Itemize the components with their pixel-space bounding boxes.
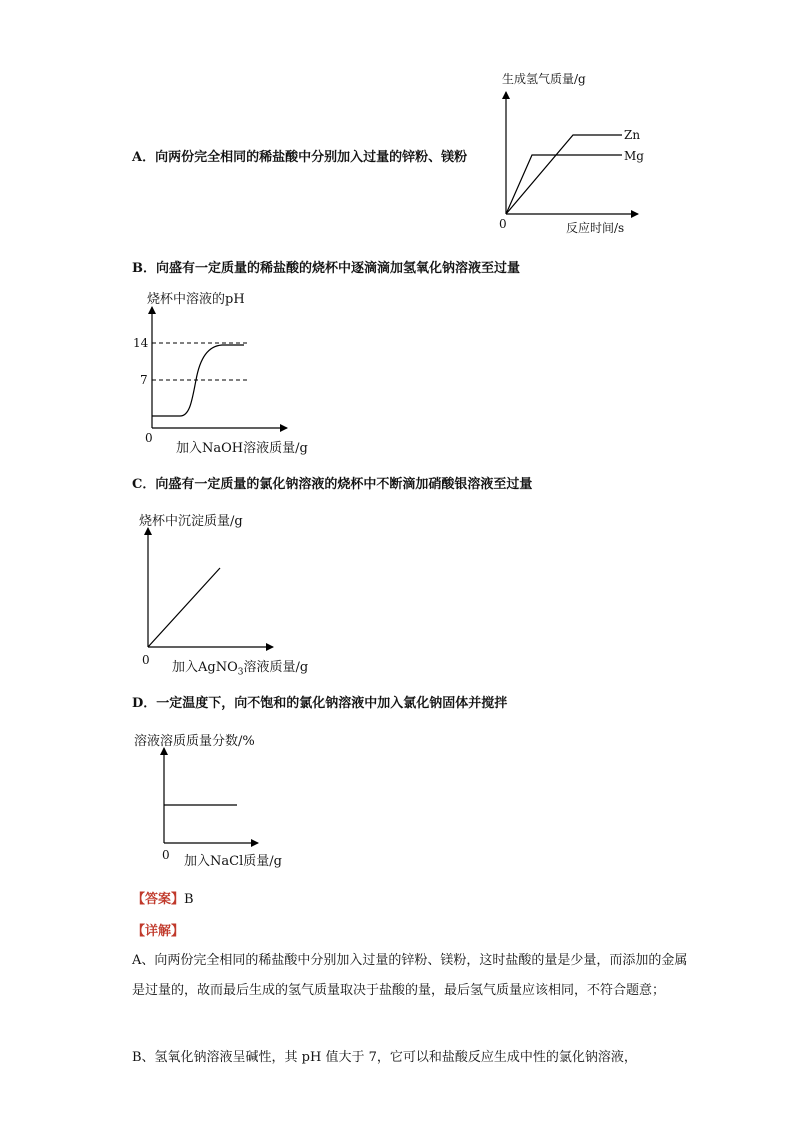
- chart-a-y-label: 生成氢气质量/g: [502, 72, 586, 86]
- chart-d-y-label: 溶液溶质质量分数/%: [134, 734, 255, 749]
- option-c-text: C．向盛有一定质量的氯化钠溶液的烧杯中不断滴加硝酸银溶液至过量: [132, 477, 533, 492]
- chart-b-tick-14: 14: [133, 336, 149, 350]
- chart-b-origin: 0: [145, 431, 153, 445]
- chart-a-series-mg-label: Mg: [624, 149, 644, 163]
- answer-value: B: [184, 892, 194, 907]
- chart-c: [148, 528, 273, 647]
- chart-a-x-label: 反应时间/s: [566, 221, 625, 235]
- explanation-label: 【详解】: [132, 924, 185, 939]
- chart-a: [506, 92, 641, 214]
- chart-d: [164, 748, 258, 843]
- option-d-text: D．一定温度下，向不饱和的氯化钠溶液中加入氯化钠固体并搅拌: [132, 696, 508, 711]
- answer-label: 【答案】: [132, 892, 185, 907]
- chart-d-x-label: 加入NaCl质量/g: [184, 854, 282, 869]
- chart-d-origin: 0: [162, 848, 170, 862]
- explanation-paragraph-a: A、向两份完全相同的稀盐酸中分别加入过量的锌粉、镁粉，这时盐酸的量是少量，而添加的金属是过量的，故而最后生成的氢气质量取决于盐酸的量，最后氢气质量应该相同，不符合题意；: [132, 953, 688, 998]
- chart-b: [152, 307, 287, 428]
- chart-c-precipitate-line: [148, 568, 220, 647]
- chart-b-y-label: 烧杯中溶液的pH: [147, 292, 245, 307]
- chart-c-x-label: 加入AgNO$_3$溶液质量/g: [172, 660, 309, 678]
- explanation-paragraph-b: B、氢氧化钠溶液呈碱性，其 pH 值大于 7，它可以和盐酸反应生成中性的氯化钠溶液，: [132, 1050, 637, 1065]
- chart-b-tick-7: 7: [140, 373, 148, 387]
- chart-a-mg-line: [506, 155, 622, 214]
- chart-c-origin: 0: [142, 653, 150, 667]
- chart-a-series-zn-label: Zn: [624, 128, 641, 142]
- chart-b-x-label: 加入NaOH溶液质量/g: [176, 441, 308, 456]
- option-a-text: A．向两份完全相同的稀盐酸中分别加入过量的锌粉、镁粉: [132, 150, 468, 165]
- chart-c-y-label: 烧杯中沉淀质量/g: [139, 514, 243, 529]
- option-b-text: B．向盛有一定质量的稀盐酸的烧杯中逐滴滴加氢氧化钠溶液至过量: [132, 261, 520, 276]
- chart-a-origin: 0: [499, 217, 507, 231]
